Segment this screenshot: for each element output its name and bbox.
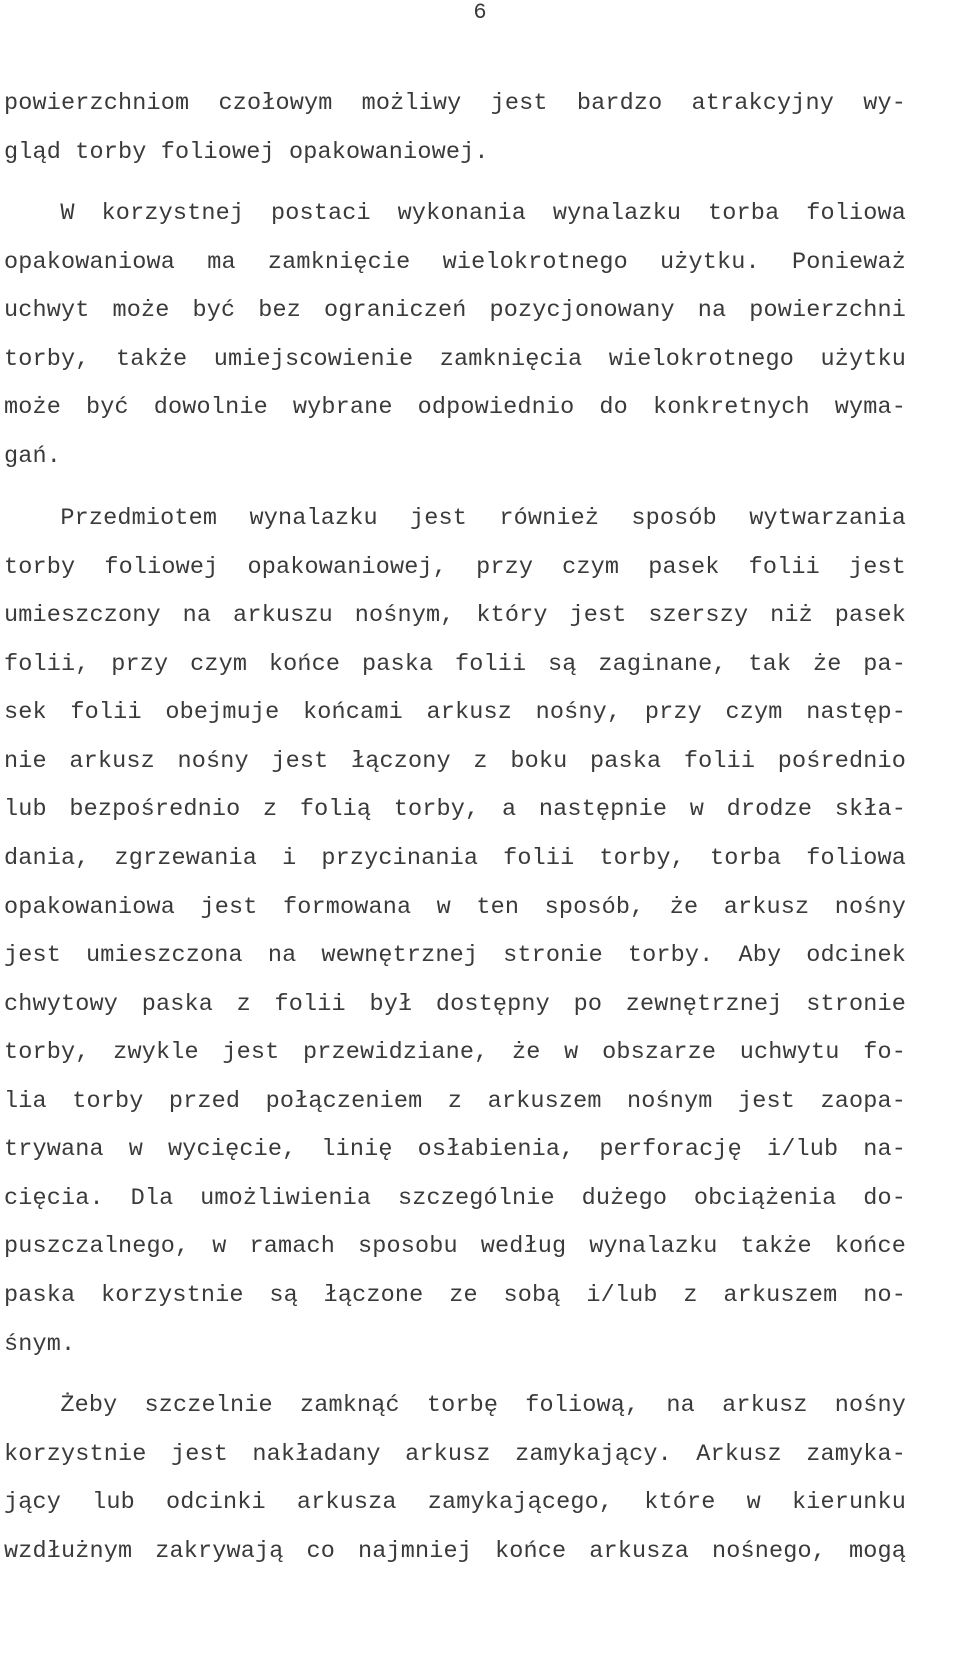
paragraph-3-line-5: sek folii obejmuje końcami arkusz nośny, przy czym następ-	[4, 699, 906, 726]
paragraph-3-line-8: dania, zgrzewania i przycinania folii torby, torba foliowa	[4, 845, 906, 872]
paragraph-3-line-1: Przedmiotem wynalazku jest również sposób wytwarzania	[60, 505, 906, 532]
paragraph-3-line-15: cięcia. Dla umożliwienia szczególnie dużego obciążenia do-	[4, 1185, 906, 1212]
paragraph-3-line-4: folii, przy czym końce paska folii są zaginane, tak że pa-	[4, 651, 906, 678]
paragraph-2-line-6: gań.	[4, 443, 62, 470]
paragraph-4-line-2: korzystnie jest nakładany arkusz zamykający. Arkusz zamyka-	[4, 1441, 906, 1468]
paragraph-2-line-2: opakowaniowa ma zamknięcie wielokrotnego użytku. Ponieważ	[4, 249, 906, 276]
paragraph-3-line-11: chwytowy paska z folii był dostępny po zewnętrznej stronie	[4, 991, 906, 1018]
paragraph-3-line-9: opakowaniowa jest formowana w ten sposób, że arkusz nośny	[4, 894, 906, 921]
paragraph-4-line-3: jący lub odcinki arkusza zamykającego, które w kierunku	[4, 1489, 906, 1516]
paragraph-3-line-14: trywana w wycięcie, linię osłabienia, perforację i/lub na-	[4, 1136, 906, 1163]
paragraph-3-line-16: puszczalnego, w ramach sposobu według wynalazku także końce	[4, 1233, 906, 1260]
paragraph-3-line-2: torby foliowej opakowaniowej, przy czym pasek folii jest	[4, 554, 906, 581]
paragraph-3-line-10: jest umieszczona na wewnętrznej stronie torby. Aby odcinek	[4, 942, 906, 969]
paragraph-2-line-5: może być dowolnie wybrane odpowiednio do konkretnych wyma-	[4, 394, 906, 421]
paragraph-3-line-12: torby, zwykle jest przewidziane, że w obszarze uchwytu fo-	[4, 1039, 906, 1066]
paragraph-3-line-18: śnym.	[4, 1331, 76, 1358]
paragraph-2-line-3: uchwyt może być bez ograniczeń pozycjonowany na powierzchni	[4, 297, 906, 324]
paragraph-3-line-7: lub bezpośrednio z folią torby, a następnie w drodze skła-	[4, 796, 906, 823]
page-number: 6	[473, 0, 487, 25]
paragraph-1-line-1: powierzchniom czołowym możliwy jest bardzo atrakcyjny wy-	[4, 90, 906, 117]
paragraph-4-line-1: Żeby szczelnie zamknąć torbę foliową, na arkusz nośny	[60, 1392, 906, 1419]
paragraph-1-line-2: gląd torby foliowej opakowaniowej.	[4, 139, 489, 166]
paragraph-3-line-3: umieszczony na arkuszu nośnym, który jest szerszy niż pasek	[4, 602, 906, 629]
paragraph-4-line-4: wzdłużnym zakrywają co najmniej końce arkusza nośnego, mogą	[4, 1538, 906, 1565]
paragraph-3-line-13: lia torby przed połączeniem z arkuszem nośnym jest zaopa-	[4, 1088, 906, 1115]
paragraph-2-line-4: torby, także umiejscowienie zamknięcia wielokrotnego użytku	[4, 346, 906, 373]
paragraph-3-line-6: nie arkusz nośny jest łączony z boku paska folii pośrednio	[4, 748, 906, 775]
paragraph-2-line-1: W korzystnej postaci wykonania wynalazku torba foliowa	[60, 200, 906, 227]
paragraph-3-line-17: paska korzystnie są łączone ze sobą i/lub z arkuszem no-	[4, 1282, 906, 1309]
